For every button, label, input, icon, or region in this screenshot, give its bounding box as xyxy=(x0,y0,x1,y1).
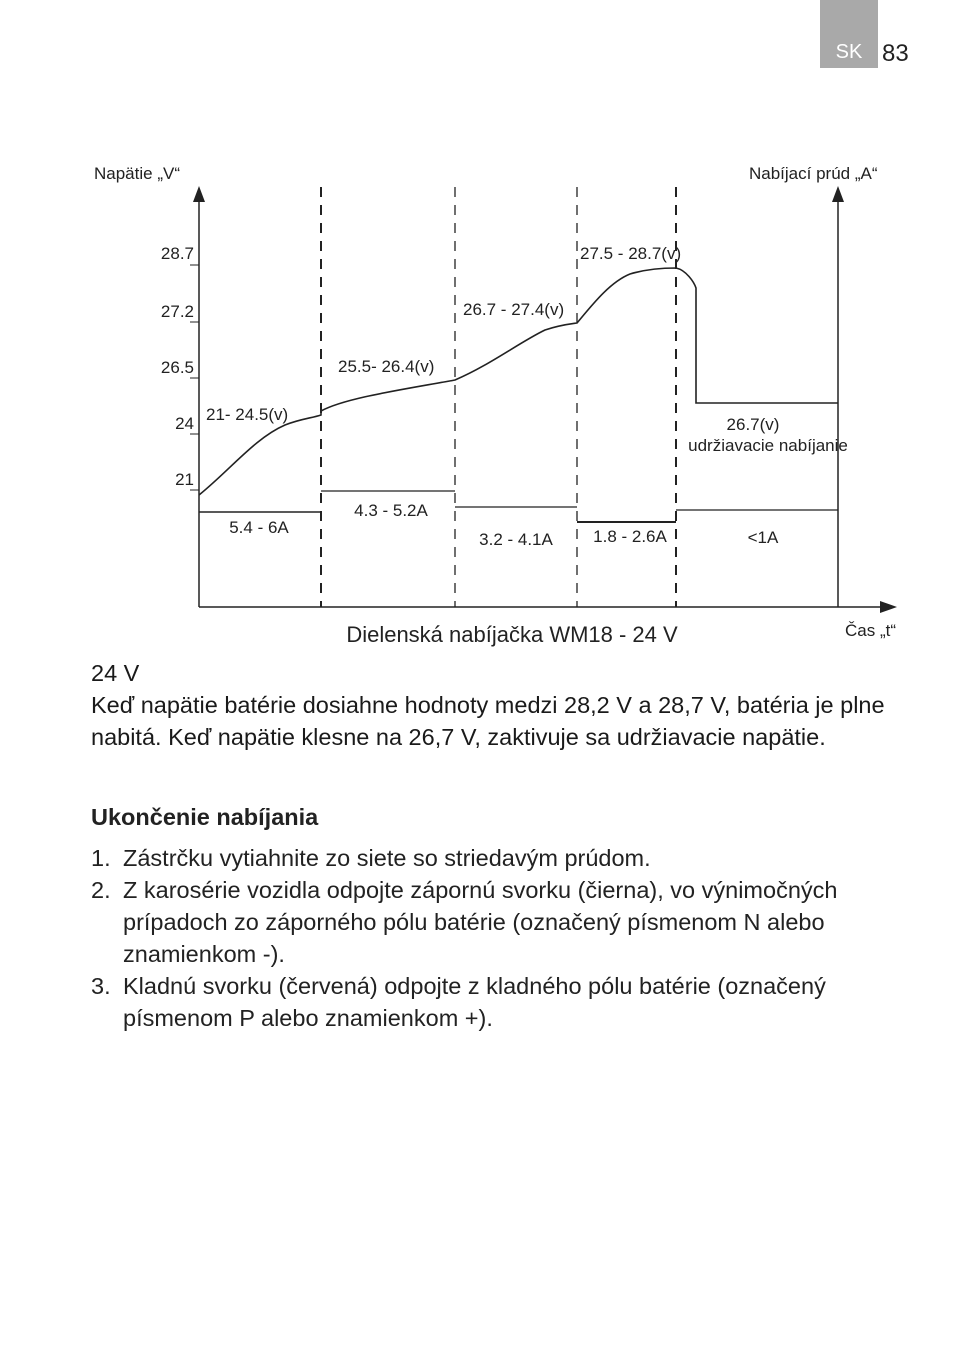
step-text: Kladnú svorku (červená) odpojte z kladného pólu batérie (označený písmenom P alebo znamienkom +). xyxy=(123,973,826,1031)
y-axis-left-label: Napätie „V“ xyxy=(94,164,180,183)
step-number: 2. xyxy=(91,877,111,903)
step-item xyxy=(91,842,911,874)
x-axis-arrow xyxy=(880,601,897,613)
voltage-label: 25.5- 26.4(v) xyxy=(338,357,435,376)
step-number: 3. xyxy=(91,973,111,999)
y-tick-label: 21 xyxy=(175,470,194,489)
y-tick-label: 24 xyxy=(175,414,194,433)
current-label: 5.4 - 6A xyxy=(229,518,289,537)
voltage-label: 27.5 - 28.7(v) xyxy=(580,244,682,263)
y-tick-label: 28.7 xyxy=(160,244,194,263)
current-label: 1.8 - 2.6A xyxy=(593,527,667,546)
maintenance-label: udržiavacie nabíjanie xyxy=(688,436,848,455)
charging-chart xyxy=(0,0,954,660)
x-axis-label: Čas „t“ xyxy=(845,621,896,640)
page-number: 83 xyxy=(882,40,909,67)
voltage-heading: 24 V xyxy=(91,660,140,686)
y-tick-label: 27.2 xyxy=(160,302,194,321)
voltage-label: 26.7 - 27.4(v) xyxy=(463,300,565,319)
y-axis-left-arrow xyxy=(193,186,205,202)
step-item xyxy=(91,970,911,1034)
step-item xyxy=(91,874,911,970)
y-axis-right-arrow xyxy=(832,186,844,202)
language-code: SK xyxy=(835,41,863,63)
step-text: Z karosérie vozidla odpojte zápornú svorku (čierna), vo výnimočných prípadoch zo záporného pólu batérie (označený písmenom N alebo znamienkom -). xyxy=(123,877,838,967)
y-tick-label: 26.5 xyxy=(160,358,194,377)
step-text: Zástrčku vytiahnite zo siete so striedavým prúdom. xyxy=(123,845,651,871)
current-label: <1A xyxy=(747,528,779,547)
voltage-label: 21- 24.5(v) xyxy=(206,405,289,424)
y-axis-right-label: Nabíjací prúd „A“ xyxy=(749,164,878,183)
charge-paragraph: Keď napätie batérie dosiahne hodnoty medzi 28,2 V a 28,7 V, batéria je plne nabitá. Keď napätie klesne na 26,7 V, zaktivuje sa udržiavacie napätie. xyxy=(91,692,885,750)
section-title: Ukončenie nabíjania xyxy=(91,804,319,830)
steps-list xyxy=(91,842,911,1034)
current-label: 4.3 - 5.2A xyxy=(354,501,428,520)
chart-title: Dielenská nabíjačka WM18 - 24 V xyxy=(346,622,678,647)
voltage-label: 26.7(v) xyxy=(726,415,780,434)
step-number: 1. xyxy=(91,845,111,871)
current-label: 3.2 - 4.1A xyxy=(479,530,553,549)
